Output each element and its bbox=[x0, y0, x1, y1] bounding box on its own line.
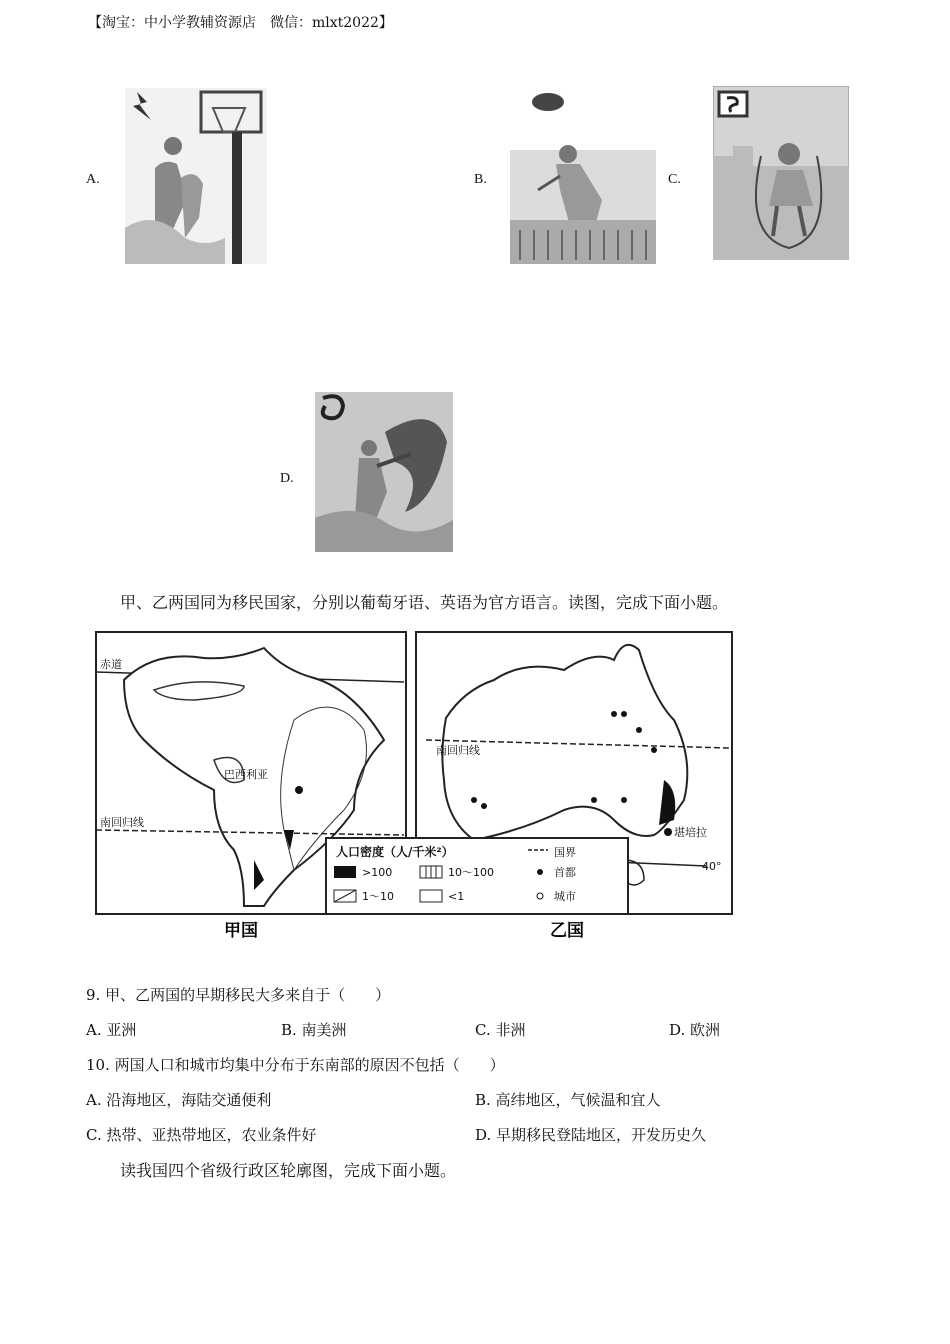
legend-border: 国界 bbox=[554, 846, 576, 859]
lat40-label: 40° bbox=[702, 860, 722, 873]
q9-option-d[interactable]: D. 欧洲 bbox=[669, 1021, 721, 1039]
option-c-label: C. bbox=[668, 172, 681, 187]
q9-option-a[interactable]: A. 亚洲 bbox=[86, 1021, 137, 1039]
legend-1-10: 1～10 bbox=[362, 890, 394, 903]
tropic-label-left: 南回归线 bbox=[100, 816, 144, 829]
brasilia-dot bbox=[295, 786, 303, 794]
legend-gt100: >100 bbox=[362, 866, 393, 879]
page-header: 【淘宝：中小学教辅资源店 微信：mlxt2022】 bbox=[88, 15, 393, 31]
q9-option-b[interactable]: B. 南美洲 bbox=[281, 1021, 347, 1039]
q10-option-b[interactable]: B. 高纬地区，气候温和宜人 bbox=[475, 1091, 661, 1109]
brasilia-label: 巴西利亚 bbox=[224, 768, 268, 781]
farmer-picture bbox=[510, 90, 656, 264]
equator-label: 赤道 bbox=[100, 658, 122, 671]
caption-jia: 甲国 bbox=[224, 921, 258, 941]
legend-10-100: 10～100 bbox=[448, 866, 494, 879]
q10-stem: 10. 两国人口和城市均集中分布于东南部的原因不包括（ ） bbox=[86, 1056, 505, 1074]
fire-picture bbox=[315, 392, 453, 552]
canberra-dot bbox=[664, 828, 672, 836]
q10-option-c[interactable]: C. 热带、亚热带地区，农业条件好 bbox=[86, 1126, 317, 1144]
legend-capital: 首都 bbox=[554, 866, 576, 879]
rope-skipping-picture bbox=[713, 86, 849, 260]
intro-text-2: 读我国四个省级行政区轮廓图，完成下面小题。 bbox=[120, 1161, 457, 1180]
q10-option-d[interactable]: D. 早期移民登陆地区，开发历史久 bbox=[475, 1126, 707, 1144]
canberra-label: 堪培拉 bbox=[674, 826, 707, 839]
legend-lt1: <1 bbox=[448, 890, 465, 903]
option-b-label: B. bbox=[474, 172, 487, 187]
option-a-label: A. bbox=[86, 172, 100, 187]
q9-stem: 9. 甲、乙两国的早期移民大多来自于（ ） bbox=[86, 986, 391, 1004]
legend-city: 城市 bbox=[554, 890, 576, 903]
tropic-label-right: 南回归线 bbox=[436, 744, 480, 757]
legend-title: 人口密度（人/千米²） bbox=[336, 845, 454, 859]
q9-option-c[interactable]: C. 非洲 bbox=[475, 1021, 526, 1039]
cloud-icon bbox=[532, 93, 564, 111]
basketball-picture bbox=[125, 88, 267, 264]
option-d-label: D. bbox=[280, 471, 294, 486]
intro-text: 甲、乙两国同为移民国家，分别以葡萄牙语、英语为官方语言。读图，完成下面小题。 bbox=[120, 593, 729, 612]
q10-option-a[interactable]: A. 沿海地区，海陆交通便利 bbox=[86, 1091, 272, 1109]
caption-yi: 乙国 bbox=[550, 921, 584, 941]
population-map-figure bbox=[94, 630, 736, 950]
